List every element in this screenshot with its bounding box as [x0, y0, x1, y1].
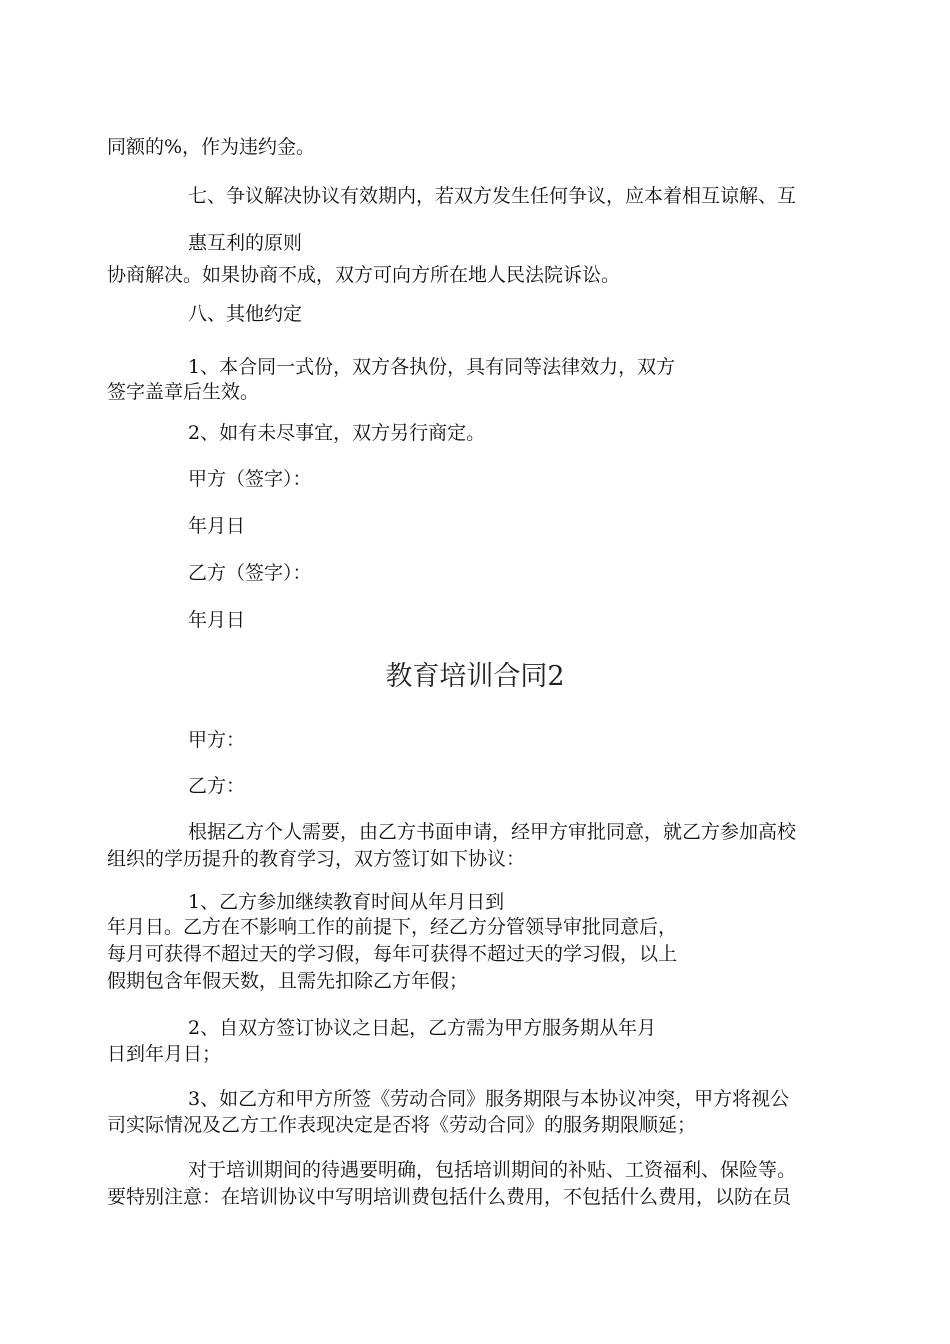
text-line: 2、自双方签订协议之日起，乙方需为甲方服务期从年月 [188, 1017, 657, 1039]
text-line: 3、如乙方和甲方所签《劳动合同》服务期限与本协议冲突，甲方将视公 [188, 1088, 790, 1110]
text-line: 八、其他约定 [188, 303, 303, 325]
party-a-label: 甲方： [188, 729, 246, 751]
text-line: 同额的%，作为违约金。 [107, 136, 316, 158]
text-line: 签字盖章后生效。 [107, 381, 260, 403]
text-line: 2、如有未尽事宜，双方另行商定。 [188, 422, 486, 444]
text-line: 要特别注意：在培训协议中写明培训费包括什么费用，不包括什么费用，以防在员 [107, 1186, 792, 1208]
text-line: 协商解决。如果协商不成，双方可向方所在地人民法院诉讼。 [107, 264, 621, 286]
text-line: 组织的学历提升的教育学习，双方签订如下协议： [107, 848, 526, 870]
text-line: 年月日 [188, 609, 246, 631]
text-line: 乙方（签字）： [188, 562, 312, 584]
text-line: 司实际情况及乙方工作表现决定是否将《劳动合同》的服务期限顺延； [107, 1114, 697, 1136]
party-b-label: 乙方： [188, 775, 246, 797]
text-line: 1、乙方参加继续教育时间从年月日到 [188, 891, 505, 913]
text-line: 年月日。乙方在不影响工作的前提下，经乙方分管领导审批同意后， [107, 916, 678, 938]
text-line: 1、本合同一式份，双方各执份，具有同等法律效力，双方 [188, 356, 676, 378]
text-line: 甲方（签字）： [188, 468, 312, 490]
text-line: 根据乙方个人需要，由乙方书面申请，经甲方审批同意，就乙方参加高校 [188, 821, 797, 843]
document-title: 教育培训合同2 [385, 661, 565, 692]
text-line: 每月可获得不超过天的学习假，每年可获得不超过天的学习假，以上 [107, 943, 678, 965]
text-line: 对于培训期间的待遇要明确，包括培训期间的补贴、工资福利、保险等。 [188, 1159, 797, 1181]
text-line: 惠互利的原则 [188, 232, 303, 254]
text-line: 年月日 [188, 515, 246, 537]
text-line: 日到年月日； [107, 1043, 222, 1065]
text-line: 七、争议解决协议有效期内，若双方发生任何争议，应本着相互谅解、互 [188, 185, 797, 207]
text-line: 假期包含年假天数，且需先扣除乙方年假； [107, 970, 469, 992]
